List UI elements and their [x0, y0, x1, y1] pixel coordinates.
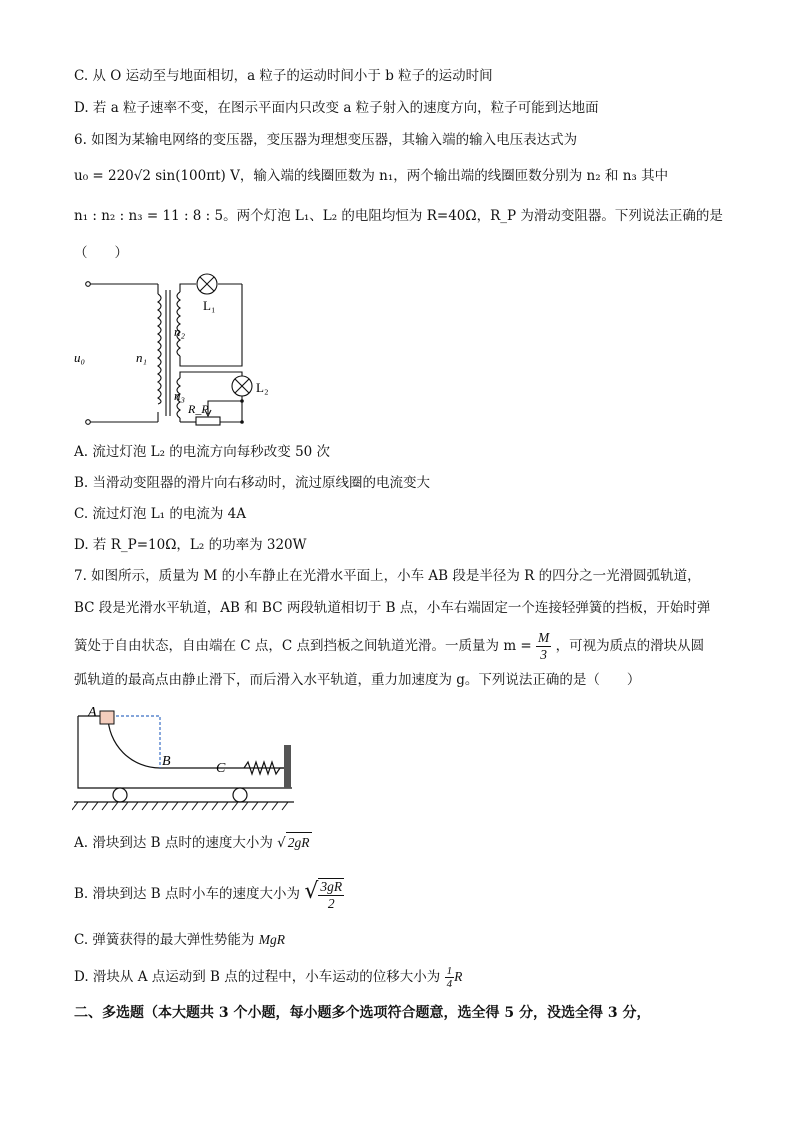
label-n3: n₃: [174, 388, 186, 403]
label-A: A: [88, 705, 97, 720]
q7-line-2: BC 段是光滑水平轨道，AB 和 BC 两段轨道相切于 B 点，小车右端固定一个连接轻弹簧的挡板，开始时弹: [74, 600, 711, 616]
prev-option-d: D. 若 a 粒子速率不变，在图示平面内只改变 a 粒子射入的速度方向，粒子可能到达地面: [74, 100, 599, 116]
label-RP: R_P: [188, 402, 209, 416]
section-2-heading: 二、多选题（本大题共 3 个小题，每小题多个选项符合题意，选全得 5 分，没选全得 3 分，: [74, 1005, 651, 1021]
q7-option-c: [74, 930, 285, 950]
q6-option-d: D. 若 R_P=10Ω，L₂ 的功率为 320W: [74, 537, 307, 553]
fraction-numerator: 3gR: [320, 878, 343, 894]
q6-formula: u₀ = 220√2 sin(100πt) V，输入端的线圈匝数为 n₁，两个输出端的线圈匝数分别为 n₂ 和 n₃ 其中: [74, 168, 669, 184]
fraction-1-over-4: [445, 965, 455, 990]
label-L2: L₂: [256, 380, 269, 395]
label-u0: u₀: [74, 350, 86, 365]
q7-line-3: [74, 628, 704, 664]
q6-answer-paren: （ ）: [74, 245, 128, 261]
q6-option-c: C. 流过灯泡 L₁ 的电流为 4A: [74, 506, 247, 522]
value-R: R: [454, 969, 463, 984]
cart-track-diagram: [72, 700, 302, 815]
label-n1: n₁: [136, 350, 148, 365]
label-B: B: [162, 754, 171, 769]
q6-option-b: B. 当滑动变阻器的滑片向右移动时，流过原线圈的电流变大: [74, 475, 431, 491]
q7-option-a: [74, 832, 312, 853]
label-L1: L₁: [203, 298, 216, 313]
q7-option-d: [74, 960, 462, 994]
q7-option-c-text: C. 弹簧获得的最大弹性势能为: [74, 932, 255, 948]
q7-option-d-text: D. 滑块从 A 点运动到 B 点的过程中，小车运动的位移大小为: [74, 969, 441, 985]
q6-option-a: A. 流过灯泡 L₂ 的电流方向每秒改变 50 次: [74, 444, 331, 460]
q7-line-3-start: 簧处于自由状态，自由端在 C 点，C 点到挡板之间轨道光滑。一质量为 m =: [74, 638, 532, 654]
q7-line-1: 7. 如图所示，质量为 M 的小车静止在光滑水平面上，小车 AB 段是半径为 R 的四分之一光滑圆弧轨道，: [74, 568, 701, 584]
fraction-denominator: 3: [540, 647, 548, 662]
label-C: C: [216, 761, 226, 776]
sqrt-2gR: 2gR: [286, 832, 312, 853]
q7-line-4: 弧轨道的最高点由静止滑下，而后滑入水平轨道，重力加速度为 g。下列说法正确的是（ ）: [74, 672, 641, 688]
q6-intro: 6. 如图为某输电网络的变压器，变压器为理想变压器，其输入端的输入电压表达式为: [74, 132, 578, 148]
fraction-denominator: 4: [446, 978, 453, 990]
label-n2: n₂: [174, 324, 186, 339]
transformer-circuit-diagram: [70, 270, 290, 430]
fraction-denominator: 2: [327, 895, 335, 911]
fraction-numerator: M: [538, 630, 550, 645]
sqrt-symbol: √: [304, 879, 319, 904]
value-MgR: MgR: [258, 932, 285, 947]
sqrt-symbol: √: [277, 835, 286, 851]
fraction-numerator: 1: [446, 965, 453, 977]
prev-option-c: C. 从 O 运动至与地面相切，a 粒子的运动时间小于 b 粒子的运动时间: [74, 68, 493, 84]
fraction-3gR-over-2: [318, 878, 344, 912]
fraction-M-over-3: [536, 630, 551, 663]
q7-line-3-end: ，可视为质点的滑块从圆: [555, 638, 705, 654]
q6-ratio: n₁ : n₂ : n₃ = 11 : 8 : 5。两个灯泡 L₁、L₂ 的电阻均恒为 R=40Ω，R_P 为滑动变阻器。下列说法正确的是: [74, 208, 723, 224]
q7-option-a-text: A. 滑块到达 B 点时的速度大小为: [74, 835, 273, 851]
q7-option-b: [74, 872, 344, 914]
q7-option-b-text: B. 滑块到达 B 点时小车的速度大小为: [74, 886, 301, 902]
